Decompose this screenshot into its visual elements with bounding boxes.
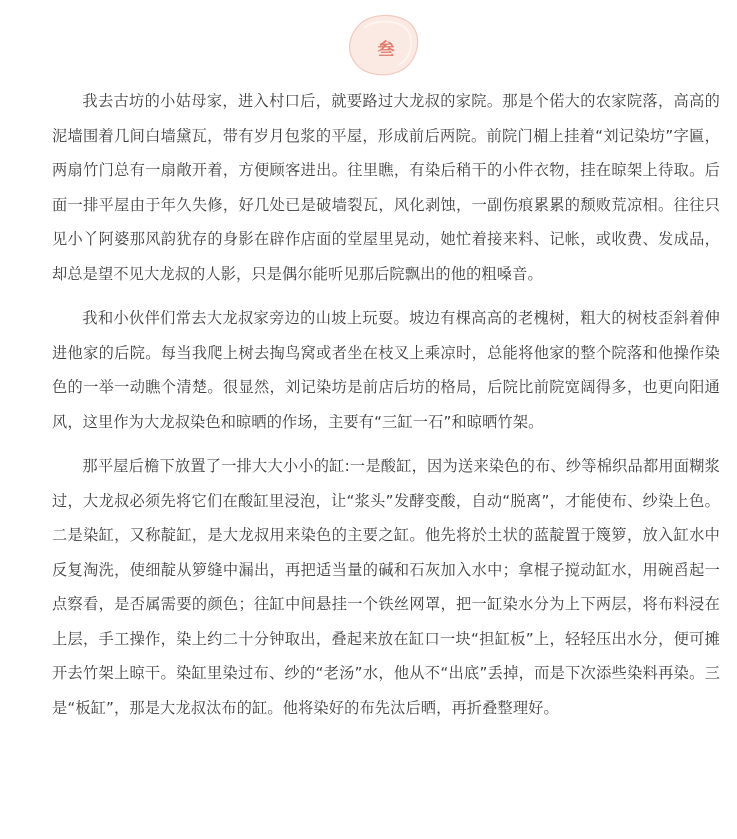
section-number: 叁	[377, 40, 395, 60]
paragraph-2: 我和小伙伴们常去大龙叔家旁边的山坡上玩耍。坡边有棵高高的老槐树，粗大的树枝歪斜着伸进他家的后院。每当我爬上树去掏鸟窝或者坐在枝叉上乘凉时，总能将他家的整个院落和他操作染色的一举一动瞧个清楚。很显然，刘记染坊是前店后坊的格局，后院比前院宽阔得多，也更向阳通风，这里作为大龙叔染色和晾晒的作场，主要有“三缸一石”和晾晒竹架。	[52, 309, 720, 431]
paragraph-1: 我去古坊的小姑母家，进入村口后，就要路过大龙叔的家院。那是个偌大的农家院落，高高的泥墙围着几间白墙黛瓦，带有岁月包浆的平屋，形成前后两院。前院门楣上挂着“刘记染坊”字匾，两扇竹门总有一扇敞开着，方便顾客进出。往里瞧，有染后稍干的小件衣物，挂在晾架上待取。后面一排平屋由于年久失修，好几处已是破墙裂瓦，风化剥蚀，一副伤痕累累的颓败荒凉相。往往只见小丫阿婆那风韵犹存的身影在辟作店面的堂屋里晃动，她忙着接来料、记帐，或收费、发成品，却总是望不见大龙叔的人影，只是偶尔能听见那后院飘出的他的粗嗓音。	[52, 92, 720, 283]
paragraph-3: 那平屋后檐下放置了一排大大小小的缸:一是酸缸，因为送来染色的布、纱等棉织品都用面糊浆过，大龙叔必须先将它们在酸缸里浸泡，让“浆头”发酵变酸，自动“脱离”，才能使布、纱染上色。二是染缸，又称靛缸，是大龙叔用来染色的主要之缸。他先将於土状的蓝靛置于篾箩，放入缸水中反复淘洗，使细靛从箩缝中漏出，再把适当量的碱和石灰加入水中；拿棍子搅动缸水，用碗舀起一点察看，是否属需要的颜色；往缸中间悬挂一个铁丝网罩，把一缸染水分为上下两层，将布料浸在上层，手工操作，染上约二十分钟取出，叠起来放在缸口一块“担缸板”上，轻轻压出水分，便可摊开去竹架上晾干。染缸里染过布、纱的“老汤”水，他从不“出底”丢掉，而是下次添些染料再染。三是“板缸”，那是大龙叔汰布的缸。他将染好的布先汰后晒，再折叠整理好。	[52, 457, 720, 717]
article-body	[52, 84, 720, 735]
section-badge	[346, 14, 420, 78]
